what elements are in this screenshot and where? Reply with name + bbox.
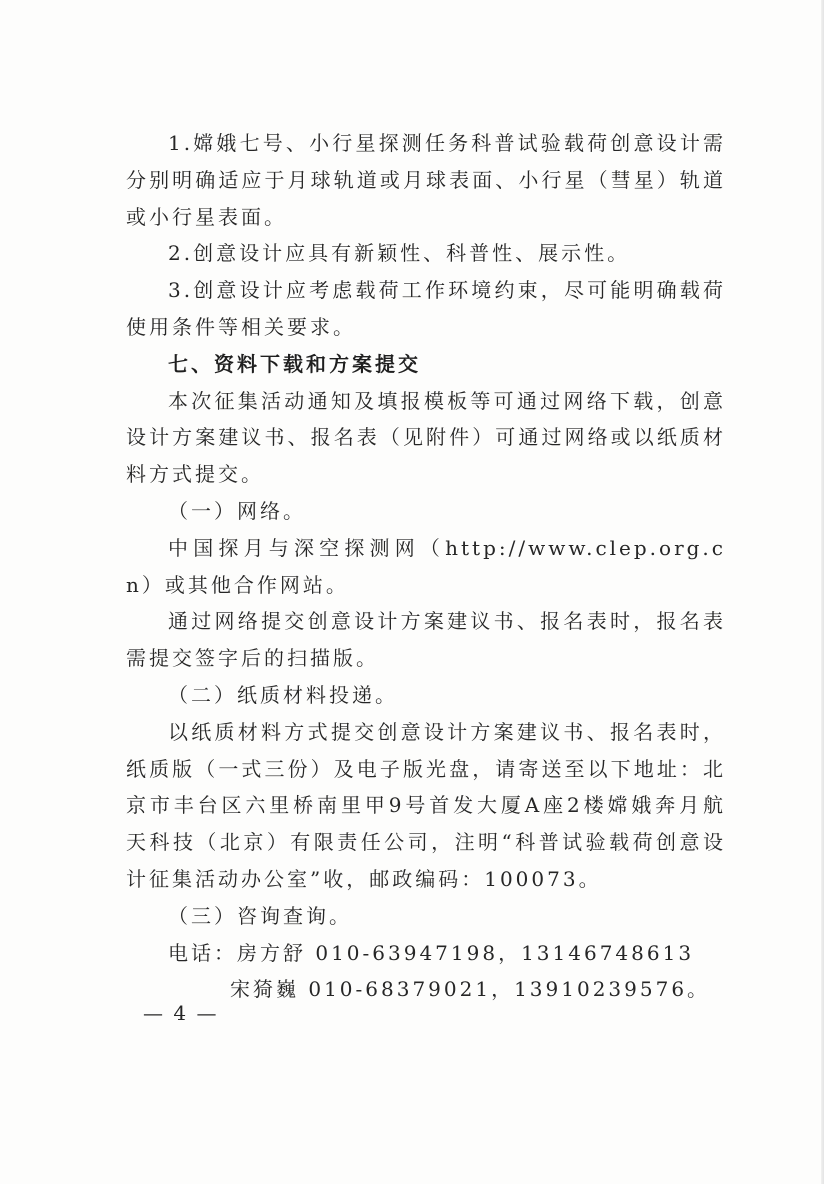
page-number: — 4 — — [143, 1001, 219, 1025]
network-text-1: 中国探月与深空探测网（http://www.clep.org.cn）或其他合作网站。 — [126, 535, 726, 597]
contact-line-1 — [126, 935, 726, 972]
paper-text: 以纸质材料方式提交创意设计方案建议书、报名表时，纸质版（一式三份）及电子版光盘，请寄送至以下地址：北京市丰台区六里桥南里甲9号首发大厦A座2楼嫦娥奔月航天科技（北京）有限责任公司，注明“科普试验载荷创意设计征集活动办公室”收，邮政编码：100073。 — [126, 719, 726, 891]
network-label: （一）网络。 — [168, 498, 306, 523]
network-text-2: 通过网络提交创意设计方案建议书、报名表时，报名表需提交签字后的扫描版。 — [126, 609, 726, 671]
document-body — [126, 125, 726, 1008]
requirement-1: 1.嫦娥七号、小行星探测任务科普试验载荷创意设计需分别明确适应于月球轨道或月球表面、小行星（彗星）轨道或小行星表面。 — [126, 131, 726, 229]
paper-label: （二）纸质材料投递。 — [168, 682, 398, 707]
inquiry-label: （三）咨询查询。 — [168, 903, 352, 928]
requirement-2: 2.创意设计应具有新颖性、科普性、展示性。 — [168, 241, 631, 266]
section-heading: 七、资料下载和方案提交 — [168, 351, 421, 376]
phone-label: 电话： — [168, 940, 237, 965]
contact-2: 宋猗巍 010-68379021，13910239576。 — [230, 977, 711, 1002]
requirement-3: 3.创意设计应考虑载荷工作环境约束，尽可能明确载荷使用条件等相关要求。 — [126, 278, 726, 339]
section-intro: 本次征集活动通知及填报模板等可通过网络下载，创意设计方案建议书、报名表（见附件）可通过网络或以纸质材料方式提交。 — [126, 388, 726, 487]
contact-1: 房方舒 010-63947198，13146748613 — [237, 940, 695, 965]
